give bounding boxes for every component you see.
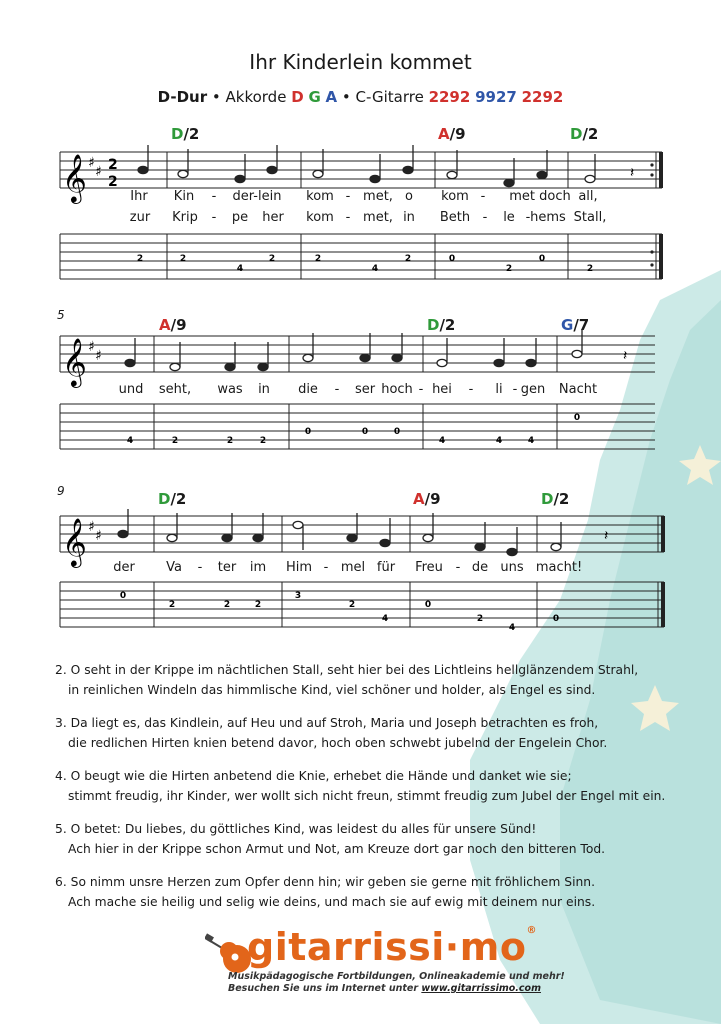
sharp-icon: ♯ — [88, 155, 95, 171]
tab-fret: 0 — [361, 427, 369, 437]
verse-block — [55, 766, 665, 806]
treble-clef-icon: 𝄞 — [62, 517, 87, 566]
sharp-icon: ♯ — [88, 339, 95, 355]
verse-block — [55, 660, 638, 700]
tab-fret: 2 — [254, 600, 262, 610]
footer-tagline: Musikpädagogische Fortbildungen, Onlineakademie und mehr! Besuchen Sie uns im Internet unter www.gitarrissimo.com — [228, 971, 565, 994]
tab-fret: 4 — [371, 264, 379, 274]
tab-fret: 2 — [171, 436, 179, 446]
sharp-icon: ♯ — [95, 164, 102, 180]
tuning-2: 9927 — [475, 88, 517, 106]
verse-block — [55, 713, 607, 753]
separator: • C-Gitarre — [337, 88, 429, 106]
chord-label: A/9 — [438, 125, 466, 143]
tab-fret: 2 — [268, 254, 276, 264]
verse-line: in reinlichen Windeln das himmlische Kind, viel schöner und holder, als Engel es sind. — [68, 683, 596, 697]
chord-label: D/2 — [570, 125, 599, 143]
tab-numbers — [137, 254, 593, 274]
tuning-3: 2292 — [521, 88, 564, 106]
logo-text: gitarrissi·mo® — [247, 925, 537, 969]
verse-block — [55, 819, 605, 859]
chord-label: A/9 — [413, 490, 441, 508]
verse-line: 4. O beugt wie die Hirten anbetend die Knie, erhebet die Hände und danket wie sie; — [55, 769, 572, 783]
verse-line: 3. Da liegt es, das Kindlein, auf Heu und auf Stroh, Maria und Joseph betrachten es froh, — [55, 716, 599, 730]
verse-line: die redlichen Hirten knien betend davor, hoch oben schwebt jubelnd der Engelein Chor. — [68, 736, 608, 750]
tab-fret: 2 — [505, 264, 513, 274]
chord-label: G/7 — [561, 316, 590, 334]
treble-clef-icon: 𝄞 — [62, 153, 87, 202]
tab-fret: 2 — [223, 600, 231, 610]
score-system-1 — [0, 140, 721, 300]
tab-fret: 2 — [179, 254, 187, 264]
tab-fret: 2 — [586, 264, 594, 274]
tab-fret: 4 — [527, 436, 535, 446]
separator: • Akkorde — [207, 88, 292, 106]
tab-fret: 2 — [314, 254, 322, 264]
website-link[interactable]: www.gitarrissimo.com — [421, 983, 541, 994]
key-label: D-Dur — [157, 88, 208, 106]
verse-line: 6. So nimm unsre Herzen zum Opfer denn hin; wir geben sie gerne mit fröhlichem Sinn. — [55, 875, 595, 889]
chord-a: A — [325, 88, 338, 106]
tab-fret: 0 — [119, 591, 127, 601]
tab-fret: 4 — [381, 614, 389, 624]
tab-fret: 2 — [259, 436, 267, 446]
tab-fret: 0 — [448, 254, 456, 264]
tab-fret: 2 — [404, 254, 412, 264]
chord-d: D — [291, 88, 304, 106]
song-subtitle — [0, 88, 721, 106]
verse-line: Ach hier in der Krippe schon Armut und Not, am Kreuze dort gar noch den bitteren Tod. — [68, 842, 606, 856]
quarter-rest-icon: 𝄽 — [604, 528, 609, 544]
sharp-icon: ♯ — [88, 519, 95, 535]
chord-label: D/2 — [427, 316, 456, 334]
treble-clef-icon: 𝄞 — [62, 337, 87, 386]
verse-line: 5. O betet: Du liebes, du göttliches Kind, was leidest du alles für unsere Sünd! — [55, 822, 537, 836]
measure-number: 9 — [57, 484, 65, 498]
svg-text:2: 2 — [108, 174, 118, 190]
measure-number: 5 — [57, 308, 65, 322]
verse-block — [55, 872, 595, 912]
quarter-rest-icon: 𝄽 — [630, 165, 635, 181]
tab-fret: 2 — [168, 600, 176, 610]
chord-label: A/9 — [159, 316, 187, 334]
tab-fret: 4 — [126, 436, 134, 446]
verse-line: stimmt freudig, ihr Kinder, wer wollt sich nicht freun, stimmt freudig zum Jubel der Engel mit ein. — [68, 789, 666, 803]
tab-fret: 2 — [348, 600, 356, 610]
tab-fret: 4 — [495, 436, 503, 446]
tab-fret: 0 — [573, 413, 581, 423]
sharp-icon: ♯ — [95, 528, 102, 544]
tab-fret: 3 — [294, 591, 302, 601]
tab-fret: 0 — [552, 614, 560, 624]
tuning-1: 2292 — [428, 88, 471, 106]
verse-line: 2. O seht in der Krippe im nächtlichen Stall, seht hier bei des Lichtleins hellglänzendem Strahl, — [55, 663, 639, 677]
quarter-rest-icon: 𝄽 — [623, 348, 628, 364]
time-signature: 2 — [108, 157, 118, 173]
tab-fret: 0 — [304, 427, 312, 437]
tab-fret: 0 — [424, 600, 432, 610]
tab-fret: 2 — [226, 436, 234, 446]
tab-fret: 0 — [393, 427, 401, 437]
tab-fret: 2 — [136, 254, 144, 264]
verse-line: Ach mache sie heilig und selig wie deins, und mach sie auf ewig mit deinem nur eins. — [68, 895, 596, 909]
tab-fret: 4 — [508, 623, 516, 633]
chord-g: G — [308, 88, 321, 106]
chord-label: D/2 — [541, 490, 570, 508]
tab-fret: 2 — [476, 614, 484, 624]
sharp-icon: ♯ — [95, 348, 102, 364]
chord-label: D/2 — [158, 490, 187, 508]
tab-fret: 4 — [438, 436, 446, 446]
song-title: Ihr Kinderlein kommet — [249, 50, 472, 74]
chord-label: D/2 — [171, 125, 200, 143]
guitar-logo-icon — [205, 925, 253, 975]
tab-fret: 4 — [236, 264, 244, 274]
tab-fret: 0 — [538, 254, 546, 264]
